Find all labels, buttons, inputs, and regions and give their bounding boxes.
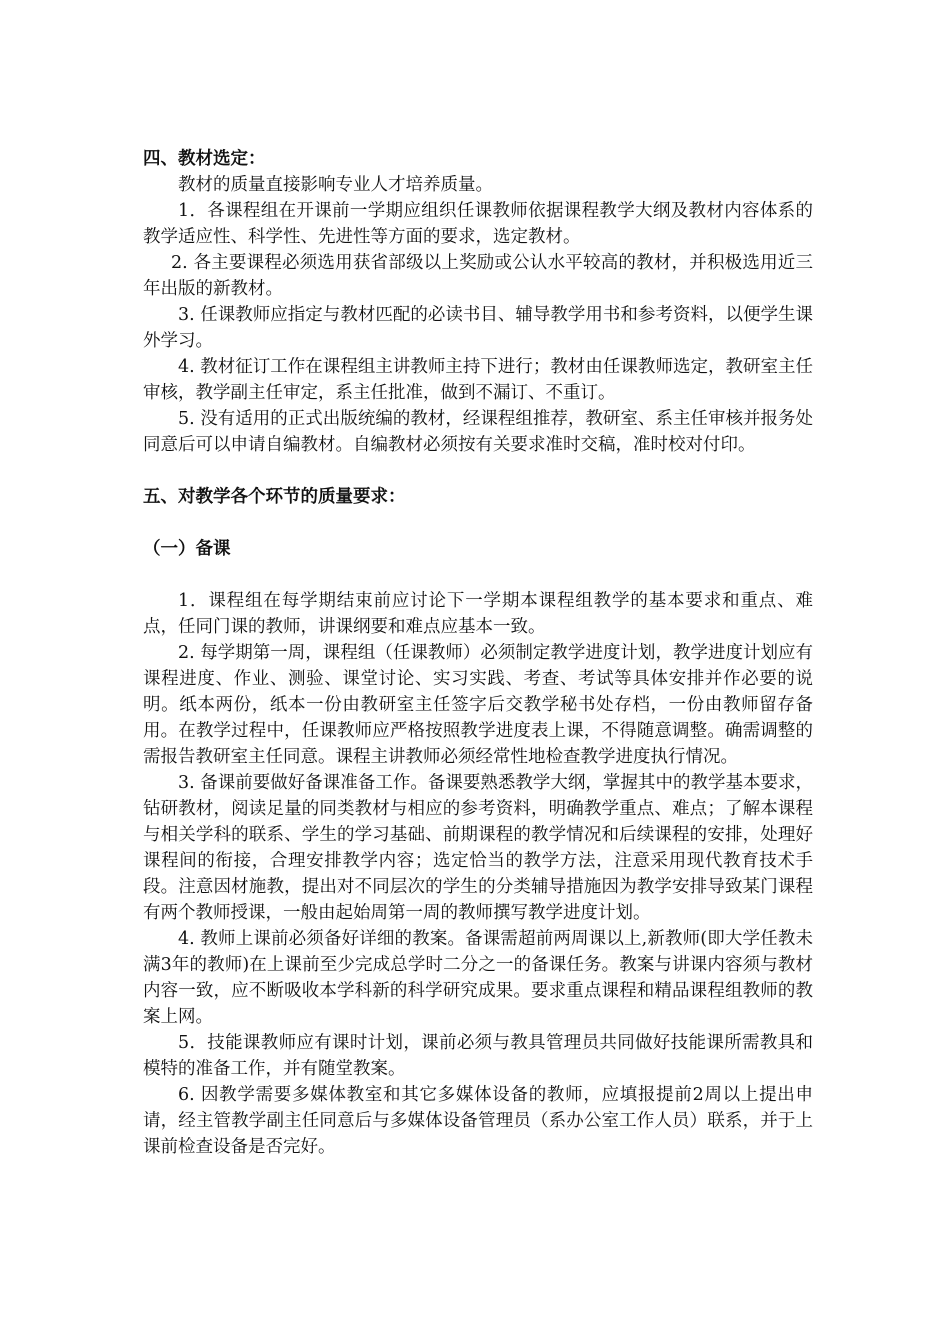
section-4-item-5: 5. 没有适用的正式出版统编的教材，经课程组推荐，教研室、系主任审核并报务处同意后可以申请自编教材。自编教材必须按有关要求准时交稿，准时校对付印。 (143, 409, 813, 455)
section-4-item-2: 2. 各主要课程必须选用获省部级以上奖励或公认水平较高的教材，并积极选用近三年出版的新教材。 (143, 253, 813, 299)
section-4-item-1: 1．各课程组在开课前一学期应组织任课教师依据课程教学大纲及教材内容体系的教学适应性、科学性、先进性等方面的要求，选定教材。 (143, 201, 813, 247)
spacer (143, 562, 813, 588)
spacer (143, 510, 813, 536)
subsection-1-item-5: 5．技能课教师应有课时计划，课前必须与教具管理员共同做好技能课所需教具和模特的准备工作，并有随堂教案。 (143, 1033, 813, 1079)
subsection-1-item-2: 2. 每学期第一周，课程组（任课教师）必须制定教学进度计划，教学进度计划应有课程进度、作业、测验、课堂讨论、实习实践、考查、考试等具体安排并作必要的说明。纸本两份，纸本一份由教研室主任签字后交教学秘书处存档，一份由教师留存备用。在教学过程中，任课教师应严格按照教学进度表上课，不得随意调整。确需调整的需报告教研室主任同意。课程主讲教师必须经常性地检查教学进度执行情况。 (143, 643, 813, 767)
section-4-heading: 四、教材选定： (143, 149, 266, 169)
section-5-heading: 五、对教学各个环节的质量要求： (143, 487, 406, 507)
subsection-1-item-4: 4. 教师上课前必须备好详细的教案。备课需超前两周课以上,新教师(即大学任教未满3年的教师)在上课前至少完成总学时二分之一的备课任务。教案与讲课内容须与教材内容一致，应不断吸收本学科新的科学研究成果。要求重点课程和精品课程组教师的教案上网。 (143, 929, 813, 1027)
section-4-item-4: 4. 教材征订工作在课程组主讲教师主持下进行；教材由任课教师选定，教研室主任审核，教学副主任审定，系主任批准，做到不漏订、不重订。 (143, 357, 813, 403)
document-page (143, 146, 813, 1160)
section-4-item-3: 3. 任课教师应指定与教材匹配的必读书目、辅导教学用书和参考资料，以便学生课外学习。 (143, 305, 813, 351)
subsection-1-heading: （一）备课 (143, 539, 231, 559)
section-4-intro: 教材的质量直接影响专业人才培养质量。 (178, 175, 493, 195)
subsection-1-item-6: 6. 因教学需要多媒体教室和其它多媒体设备的教师，应填报提前2周以上提出申请，经主管教学副主任同意后与多媒体设备管理员（系办公室工作人员）联系，并于上课前检查设备是否完好。 (143, 1085, 813, 1157)
subsection-1-item-3: 3. 备课前要做好备课准备工作。备课要熟悉教学大纲，掌握其中的教学基本要求，钻研教材，阅读足量的同类教材与相应的参考资料，明确教学重点、难点；了解本课程与相关学科的联系、学生的学习基础、前期课程的教学情况和后续课程的安排，处理好课程间的衔接，合理安排教学内容；选定恰当的教学方法，注意采用现代教育技术手段。注意因材施教，提出对不同层次的学生的分类辅导措施因为教学安排导致某门课程有两个教师授课，一般由起始周第一周的教师撰写教学进度计划。 (143, 773, 813, 923)
subsection-1-item-1: 1．课程组在每学期结束前应讨论下一学期本课程组教学的基本要求和重点、难点，任同门课的教师，讲课纲要和难点应基本一致。 (143, 591, 813, 637)
spacer (143, 458, 813, 484)
